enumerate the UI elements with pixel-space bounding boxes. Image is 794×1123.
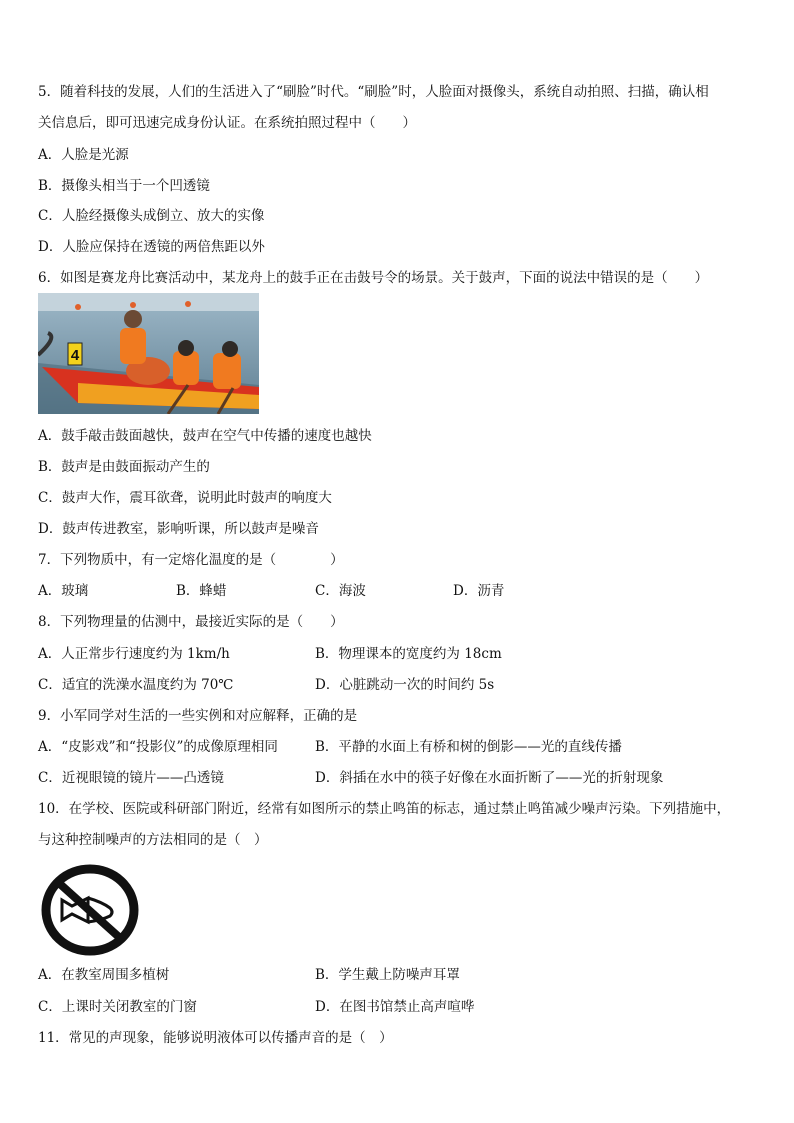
q7-option-a: A．玻璃 [38,583,89,599]
q10-stem-line1: 10．在学校、医院或科研部门附近，经常有如图所示的禁止鸣笛的标志，通过禁止鸣笛减少噪声污染。下列措施中， [38,801,731,817]
q5-option-c: C．人脸经摄像头成倒立、放大的实像 [38,208,265,224]
boat-number-label: 4 [70,347,80,364]
q8-stem: 8．下列物理量的估测中，最接近实际的是（ ） [38,614,344,630]
q8-option-b: B．物理课本的宽度约为 18cm [315,646,502,662]
q10-stem-line2: 与这种控制噪声的方法相同的是（ ） [38,832,268,848]
q7-option-c: C．海波 [315,583,366,599]
dragon-boat-illustration [38,293,259,414]
q6-option-a: A．鼓手敲击鼓面越快，鼓声在空气中传播的速度也越快 [38,428,372,444]
q9-option-b: B．平静的水面上有桥和树的倒影——光的直线传播 [315,739,622,755]
q8-option-c: C．适宜的洗澡水温度约为 70℃ [38,677,234,693]
q11-stem: 11．常见的声现象，能够说明液体可以传播声音的是（ ） [38,1030,393,1046]
q9-stem: 9．小军同学对生活的一些实例和对应解释，正确的是 [38,708,358,724]
q10-option-a: A．在教室周围多植树 [38,967,170,983]
q5-option-a: A．人脸是光源 [38,147,129,163]
no-honking-sign-icon [40,864,140,956]
q6-option-d: D．鼓声传进教室，影响听课，所以鼓声是噪音 [38,521,319,537]
q6-option-c: C．鼓声大作，震耳欲聋，说明此时鼓声的响度大 [38,490,332,506]
q5-stem-line1: 5．随着科技的发展，人们的生活进入了“刷脸”时代。“刷脸”时，人脸面对摄像头，系统自动拍照、扫描，确认相 [38,84,709,100]
q10-option-d: D．在图书馆禁止高声喧哗 [315,999,475,1015]
q8-option-a: A．人正常步行速度约为 1km/h [38,646,230,662]
q5-option-d: D．人脸应保持在透镜的两倍焦距以外 [38,239,265,255]
q5-option-b: B．摄像头相当于一个凹透镜 [38,178,210,194]
q5-stem-line2: 关信息后，即可迅速完成身份认证。在系统拍照过程中（ ） [38,115,416,131]
q9-option-c: C．近视眼镜的镜片——凸透镜 [38,770,224,786]
q7-option-b: B．蜂蜡 [176,583,227,599]
q6-stem: 6．如图是赛龙舟比赛活动中，某龙舟上的鼓手正在击鼓号令的场景。关于鼓声，下面的说法中错误的是（ ） [38,270,709,286]
q8-option-d: D．心脏跳动一次的时间约 5s [315,677,495,693]
q10-option-c: C．上课时关闭教室的门窗 [38,999,197,1015]
dragon-boat-photo [38,293,259,414]
q6-option-b: B．鼓声是由鼓面振动产生的 [38,459,210,475]
q7-stem: 7．下列物质中，有一定熔化温度的是（ ） [38,552,344,568]
q7-option-d: D．沥青 [453,583,505,599]
q10-option-b: B．学生戴上防噪声耳罩 [315,967,460,983]
q9-option-a: A．“皮影戏”和“投影仪”的成像原理相同 [38,739,278,755]
q9-option-d: D．斜插在水中的筷子好像在水面折断了——光的折射现象 [315,770,664,786]
